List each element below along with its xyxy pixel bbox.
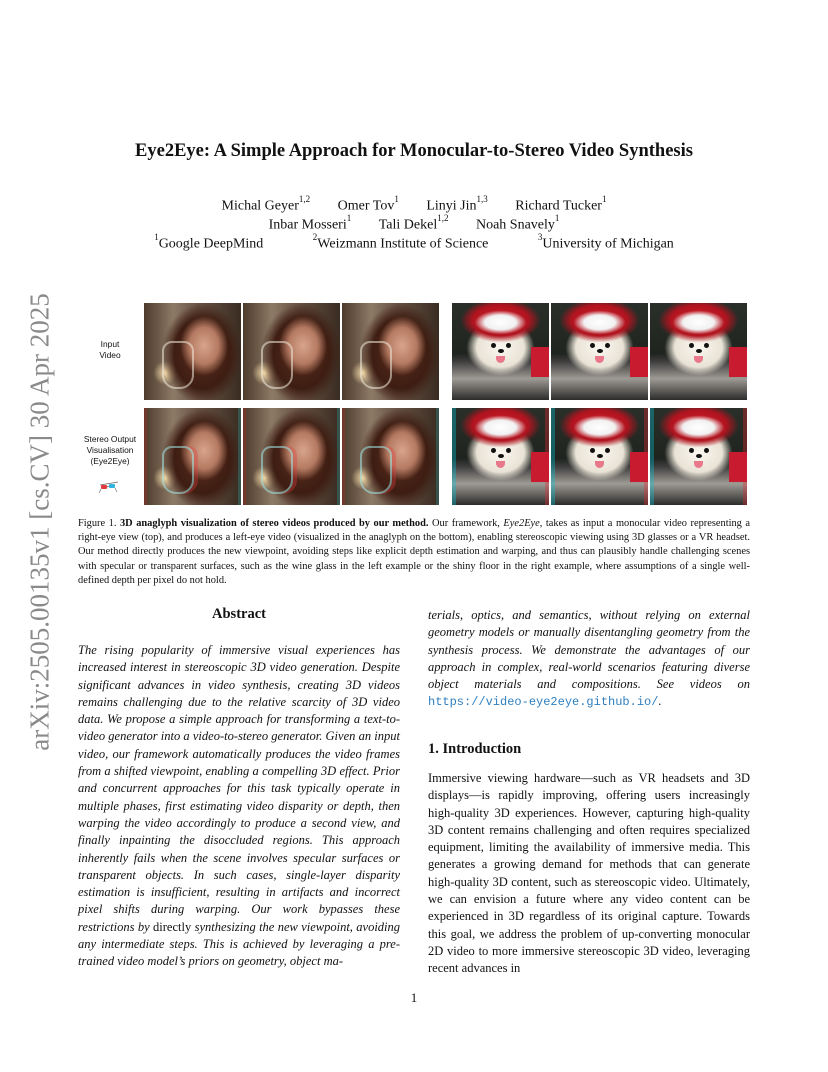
- abstract-text: synthesizing the new viewpoint, avoiding any intermediate steps. This is achieved by leveraging a pre-trained video model’s priors on geometry, object ma-: [78, 919, 401, 969]
- abstract-text: .: [658, 694, 662, 709]
- affiliation-marker: 2: [312, 232, 318, 242]
- output-label-line: Stereo Output: [83, 434, 137, 444]
- stereo-frame-woman-2: [243, 408, 340, 505]
- figure-1-caption: [78, 517, 750, 588]
- author-name: Inbar Mosseri: [268, 217, 347, 233]
- author-name: Linyi Jin: [426, 198, 477, 214]
- affiliation-marker: 3: [537, 232, 543, 242]
- author: [426, 196, 487, 215]
- caption-label: Figure 1.: [78, 518, 117, 529]
- input-frame-woman-1: [144, 303, 241, 400]
- affiliation-name: Google DeepMind: [158, 236, 264, 252]
- output-label-line: (Eye2Eye): [90, 456, 130, 466]
- paper-title: Eye2Eye: A Simple Approach for Monocular-to-Stereo Video Synthesis: [135, 141, 693, 161]
- author-name: Michal Geyer: [221, 198, 299, 214]
- author-affiliation-marker: 1: [554, 213, 560, 223]
- affiliation: [154, 234, 263, 253]
- author-name: Noah Snavely: [475, 217, 555, 233]
- figure-1: [78, 303, 750, 506]
- author-affiliation-marker: 1: [601, 194, 607, 204]
- output-label-line: Visualisation: [86, 445, 134, 455]
- affiliation-name: Weizmann Institute of Science: [317, 236, 489, 252]
- stereo-frame-woman-3: [342, 408, 439, 505]
- abstract-body: [78, 642, 400, 971]
- abstract-continuation: [428, 607, 750, 712]
- abstract-heading: Abstract: [212, 606, 266, 622]
- stereo-frame-dog-1: [452, 408, 549, 505]
- input-video-label: [78, 339, 142, 361]
- author-affiliation-marker: 1,2: [298, 194, 311, 204]
- introduction-heading: 1. Introduction: [428, 741, 522, 757]
- input-frame-dog-1: [452, 303, 549, 400]
- abstract-emphasis: directly: [153, 919, 192, 934]
- author: [338, 196, 399, 215]
- stereo-frame-dog-3: [650, 408, 747, 505]
- caption-text: Our framework,: [432, 518, 500, 529]
- author-row-2: [0, 215, 828, 234]
- affiliations-row: [0, 234, 828, 253]
- page-number: 1: [410, 990, 418, 1005]
- author-affiliation-marker: 1: [346, 213, 352, 223]
- affiliation-marker: 1: [154, 232, 159, 242]
- project-link[interactable]: https://video-eye2eye.github.io/: [428, 695, 659, 710]
- input-frame-woman-2: [243, 303, 340, 400]
- caption-method-name: Eye2Eye: [503, 518, 540, 529]
- author: [222, 196, 311, 215]
- author-name: Tali Dekel: [378, 217, 438, 233]
- input-frame-dog-2: [551, 303, 648, 400]
- author-name: Richard Tucker: [515, 198, 602, 214]
- input-label-line: Video: [99, 350, 121, 360]
- input-label-line: Input: [100, 339, 120, 349]
- introduction-body: Immersive viewing hardware—such as VR headsets and 3D displays—is rapidly improving, offering users increasingly high-quality 3D experiences. However, capturing high-quality 3D content remains challenging and often requires specialized equipment, limiting the availability of immersive media. This generates a growing demand for methods that can generate high-quality 3D content, such as stereoscopic video. Ultimately, we can envision a future where any video content can be experienced in 3D regardless of its original capture. Towards this goal, we address the problem of up-converting monocular 2D video to more immersive stereoscopic 3D video, leveraging recent advances in: [428, 771, 750, 976]
- input-frame-dog-3: [650, 303, 747, 400]
- author: [476, 215, 559, 234]
- caption-bold-summary: 3D anaglyph visualization of stereo videos produced by our method.: [119, 518, 429, 529]
- abstract-text: terials, optics, and semantics, without relying on external geometry models or manually disentangling geometry from the synthesis process. We demonstrate the advantages of our approach in complex, real-world scenarios featuring diverse object materials and compositions. See videos on: [428, 608, 750, 692]
- author-affiliation-marker: 1,3: [476, 194, 488, 204]
- anaglyph-glasses-icon: [98, 479, 120, 495]
- author-row-1: [0, 196, 828, 215]
- stereo-output-label: [78, 434, 142, 467]
- abstract-text: The rising popularity of immersive visual experiences has increased interest in stereoscopic 3D video generation. Despite significant advances in video synthesis, creating 3D videos remains challenging due to the relative scarcity of 3D video data. We propose a simple approach for transforming a text-to-video generator into a video-to-stereo generator. Given an input video, our framework automatically produces the video frames from a shifted viewpoint, enabling a compelling 3D effect. Prior and concurrent approaches for this task typically operate in multiple phases, first estimating video disparity or depth, then warping the video accordingly to produce a second view, and finally inpainting the disoccluded regions. This approach inherently fails when the scene involves specular surfaces or transparent objects. In such cases, single-layer disparity estimation is insufficient, resulting in artifacts and incorrect pixel shifts during warping. Our work bypasses these restrictions by: [78, 643, 400, 934]
- author: [515, 196, 606, 215]
- arxiv-identifier-text: arXiv:2505.00135v1 [cs.CV] 30 Apr 2025: [24, 293, 55, 751]
- stereo-frame-dog-2: [551, 408, 648, 505]
- author-affiliation-marker: 1: [394, 194, 399, 204]
- affiliation: [538, 234, 674, 253]
- stereo-frame-woman-1: [144, 408, 241, 505]
- affiliation-name: University of Michigan: [542, 236, 674, 252]
- author: [269, 215, 352, 234]
- affiliation: [313, 234, 489, 253]
- author-name: Omer Tov: [337, 198, 395, 214]
- input-frame-woman-3: [342, 303, 439, 400]
- author: [379, 215, 449, 234]
- caption-text: , takes as input a monocular video representing a right-eye view (top), and produces a left-eye video (visualized in the anaglyph on the bottom), enabling stereoscopic viewing using 3D glasses or a VR headset. Our method directly produces the new viewpoint, avoiding steps like explicit depth estimation and warping, and thus can plausibly handle challenging scenes with specular or transparent surfaces, such as the wine glass in the left example or the shiny floor in the right example, where assumptions of a single well-defined depth per pixel do not hold.: [78, 518, 750, 586]
- arxiv-identifier-stamp: [22, 286, 58, 758]
- author-affiliation-marker: 1,2: [437, 213, 449, 223]
